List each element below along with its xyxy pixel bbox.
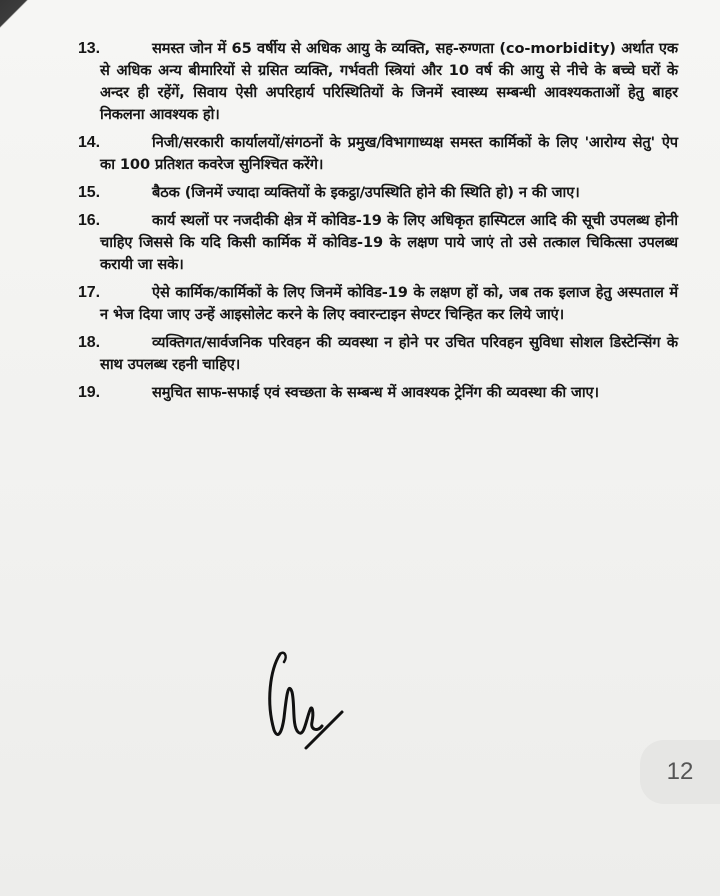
page-number: 12 [666,758,694,785]
instruction-list [78,38,678,410]
page-number-badge [640,740,720,804]
item-text: कार्य स्थलों पर नजदीकी क्षेत्र में कोविड-19 के लिए अधिकृत हास्पिटल आदि की सूची उपलब्ध होनी चाहिए जिससे कि यदि किसी कार्मिक में कोविड-19 के लक्षण पाये जाएं तो उसे तत्काल चिकित्सा उपलब्ध करायी जा सके। [100,212,678,273]
item-text: ऐसे कार्मिक/कार्मिकों के लिए जिनमें कोविड-19 के लक्षण हों को, जब तक इलाज हेतु अस्पताल में न भेज दिया जाए उन्हें आइसोलेट करने के लिए क्वारन्टाइन सेण्टर चिन्हित कर लिये जाएं। [100,284,678,323]
item-text: समुचित साफ-सफाई एवं स्वच्छता के सम्बन्ध में आवश्यक ट्रेनिंग की व्यवस्था की जाए। [152,384,599,401]
item-number: 18. [78,334,100,351]
list-item [78,132,678,176]
list-item [78,38,678,126]
item-number: 14. [78,134,100,151]
item-text: समस्त जोन में 65 वर्षीय से अधिक आयु के व्यक्ति, सह-रुग्णता (co-morbidity) अर्थात एक से अधिक अन्य बीमारियों से ग्रसित व्यक्ति, गर्भवती स्त्रियां और 10 वर्ष की आयु से नीचे के बच्चे घरों के अन्दर ही रहेंगें, सिवाय ऐसी अपरिहार्य परिस्थितियों के जिनमें स्वास्थ्य सम्बन्धी आवश्यकताओं हेतु बाहर निकलना आवश्यक हो। [100,40,678,123]
item-number: 15. [78,184,100,201]
item-number: 16. [78,212,100,229]
list-item [78,282,678,326]
list-item [78,332,678,376]
list-item [78,210,678,276]
list-item [78,182,678,204]
item-text: व्यक्तिगत/सार्वजनिक परिवहन की व्यवस्था न होने पर उचित परिवहन सुविधा सोशल डिस्टेन्सिंग के साथ उपलब्ध रहनी चाहिए। [100,334,678,373]
item-text: निजी/सरकारी कार्यालयों/संगठनों के प्रमुख/विभागाध्यक्ष समस्त कार्मिकों के लिए 'आरोग्य सेतु' ऐप का 100 प्रतिशत कवरेज सुनिश्चित करेंगे। [100,134,678,173]
list-item [78,382,678,404]
item-number: 13. [78,40,100,57]
page-corner-shadow [0,0,50,70]
signature-icon [262,640,352,760]
item-text: बैठक (जिनमें ज्यादा व्यक्तियों के इकट्ठा/उपस्थिति होने की स्थिति हो) न की जाए। [152,184,580,201]
item-number: 17. [78,284,100,301]
item-number: 19. [78,384,100,401]
